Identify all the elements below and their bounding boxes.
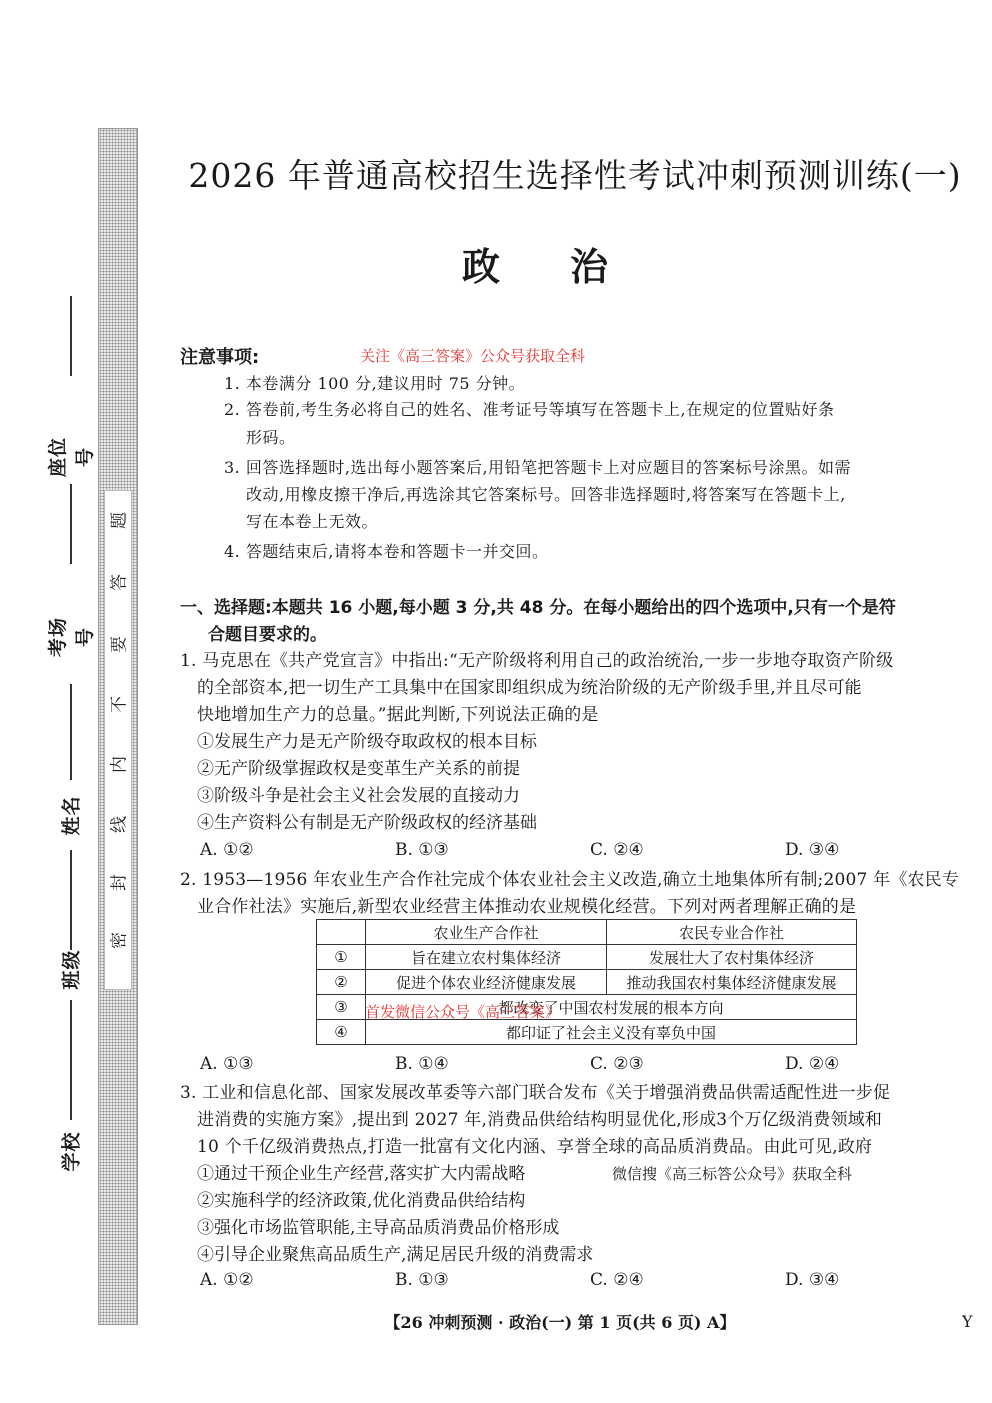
seal-char: 内 (109, 756, 130, 773)
table-cell: ② (317, 970, 366, 995)
q2-option-d[interactable]: D. ②④ (785, 1054, 840, 1074)
table-cell: ④ (317, 1020, 366, 1045)
school-label: 学校 (60, 1131, 83, 1172)
q1-stem-cont: 快地增加生产力的总量。”据此判断,下列说法正确的是 (197, 705, 599, 725)
name-line[interactable] (70, 684, 72, 780)
table-header-cell: 农业生产合作社 (366, 920, 607, 945)
table-header-cell (317, 920, 366, 945)
seal-char: 要 (109, 636, 130, 653)
notice-item-cont: 写在本卷上无效。 (246, 512, 379, 531)
section-heading: 一、选择题:本题共 16 小题,每小题 3 分,共 48 分。在每小题给出的四个选项中,只有一个是符 (180, 598, 896, 618)
name-label: 姓名 (60, 795, 83, 836)
class-label: 班级 (60, 949, 83, 990)
q1-statement: ③阶级斗争是社会主义社会发展的直接动力 (197, 786, 520, 806)
seal-char: 线 (109, 816, 130, 833)
q1-option-a[interactable]: A. ①② (200, 840, 254, 860)
table-row (317, 970, 857, 995)
table-watermark: 首发微信公众号《高三答案》 (365, 1003, 561, 1021)
q1-stem-cont: 的全部资本,把一切生产工具集中在国家即组织成为统治阶级的无产阶级手里,并且尽可能 (197, 678, 862, 698)
exam-room-line[interactable] (70, 484, 72, 564)
subject-title: 政治 (461, 245, 678, 289)
q3-option-b[interactable]: B. ①③ (395, 1270, 449, 1290)
q3-statement: ①通过干预企业生产经营,落实扩大内需战略 (197, 1164, 526, 1184)
table-cell: 促进个体农业经济健康发展 (366, 970, 607, 995)
q3-stem-cont: 进消费的实施方案》,提出到 2027 年,消费品供给结构明显优化,形成3个万亿级消费领域和 (197, 1110, 883, 1130)
exam-title: 2026 年普通高校招生选择性考试冲刺预测训练(一) (188, 156, 962, 195)
q3-stem: 3. 工业和信息化部、国家发展改革委等六部门联合发布《关于增强消费品供需适配性进一步促 (180, 1083, 891, 1103)
class-line[interactable] (70, 850, 72, 950)
seal-char: 答 (109, 574, 130, 591)
table-row (317, 1020, 857, 1045)
q1-stem: 1. 马克思在《共产党宣言》中指出:“无产阶级将利用自己的政治统治,一步一步地夺取资产阶级 (180, 651, 894, 671)
section-heading-cont: 合题目要求的。 (208, 625, 327, 645)
table-cell: 都印证了社会主义没有辜负中国 (366, 1020, 857, 1045)
q1-option-c[interactable]: C. ②④ (590, 840, 644, 860)
seal-char: 封 (109, 874, 130, 891)
q1-statement: ④生产资料公有制是无产阶级政权的经济基础 (197, 813, 537, 833)
page-footer: 【26 冲刺预测 · 政治(一) 第 1 页(共 6 页) A】 (384, 1313, 736, 1332)
table-header-cell: 农民专业合作社 (607, 920, 857, 945)
q1-statement: ②无产阶级掌握政权是变革生产关系的前提 (197, 759, 520, 779)
q3-statement: ④引导企业聚焦高品质生产,满足居民升级的消费需求 (197, 1245, 594, 1265)
table-cell: 旨在建立农村集体经济 (366, 945, 607, 970)
q2-option-a[interactable]: A. ①③ (200, 1054, 254, 1074)
seal-char: 题 (109, 512, 130, 529)
notice-item: 3. 回答选择题时,选出每小题答案后,用铅笔把答题卡上对应题目的答案标号涂黑。如需 (224, 458, 852, 477)
seal-char: 不 (109, 696, 130, 713)
q3-option-a[interactable]: A. ①② (200, 1270, 254, 1290)
seal-line-box (104, 490, 132, 990)
q2-stem: 2. 1953—1956 年农业生产合作社完成个体农业社会主义改造,确立土地集体所有制;2007 年《农民专 (180, 870, 960, 890)
seat-number-line[interactable] (70, 296, 72, 376)
notice-item-cont: 形码。 (246, 428, 296, 447)
table-cell: ③ (317, 995, 366, 1020)
q2-comparison-table (316, 919, 857, 1045)
q2-option-b[interactable]: B. ①④ (395, 1054, 449, 1074)
q1-option-d[interactable]: D. ③④ (785, 840, 840, 860)
q3-option-d[interactable]: D. ③④ (785, 1270, 840, 1290)
notice-item-cont: 改动,用橡皮擦干净后,再选涂其它答案标号。回答非选择题时,将答案写在答题卡上, (246, 485, 846, 504)
q3-stem-cont: 10 个千亿级消费热点,打造一批富有文化内涵、享誉全球的高品质消费品。由此可见,政府 (197, 1137, 873, 1157)
q3-statement: ②实施科学的经济政策,优化消费品供给结构 (197, 1191, 526, 1211)
q3-watermark: 微信搜《高三标答公众号》获取全科 (612, 1165, 853, 1183)
q1-option-b[interactable]: B. ①③ (395, 840, 449, 860)
q2-option-c[interactable]: C. ②③ (590, 1054, 644, 1074)
seat-number-label: 座位号 (47, 436, 96, 477)
q3-option-c[interactable]: C. ②④ (590, 1270, 644, 1290)
q1-statement: ①发展生产力是无产阶级夺取政权的根本目标 (197, 732, 537, 752)
notice-item: 2. 答卷前,考生务必将自己的姓名、准考证号等填写在答题卡上,在规定的位置贴好条 (224, 400, 835, 419)
notice-heading (180, 343, 259, 369)
school-line[interactable] (70, 1000, 72, 1120)
table-header-row (317, 920, 857, 945)
notice-watermark: 关注《高三答案》公众号获取全科 (360, 347, 586, 365)
table-cell: ① (317, 945, 366, 970)
table-cell: 发展壮大了农村集体经济 (607, 945, 857, 970)
q3-statement: ③强化市场监管职能,主导高品质消费品价格形成 (197, 1218, 560, 1238)
seal-char: 密 (109, 932, 130, 949)
table-cell: 推动我国农村集体经济健康发展 (607, 970, 857, 995)
q2-stem-cont: 业合作社法》实施后,新型农业经营主体推动农业规模化经营。下列对两者理解正确的是 (197, 897, 857, 917)
notice-item: 4. 答题结束后,请将本卷和答题卡一并交回。 (224, 542, 549, 561)
footer-corner-mark: Y (962, 1312, 973, 1331)
exam-room-label: 考场号 (47, 616, 96, 657)
table-cell: 都改变了中国农村发展的根本方向 (366, 995, 857, 1020)
notice-title: 注意事项: (180, 347, 260, 368)
table-row (317, 945, 857, 970)
notice-item: 1. 本卷满分 100 分,建议用时 75 分钟。 (224, 374, 526, 393)
